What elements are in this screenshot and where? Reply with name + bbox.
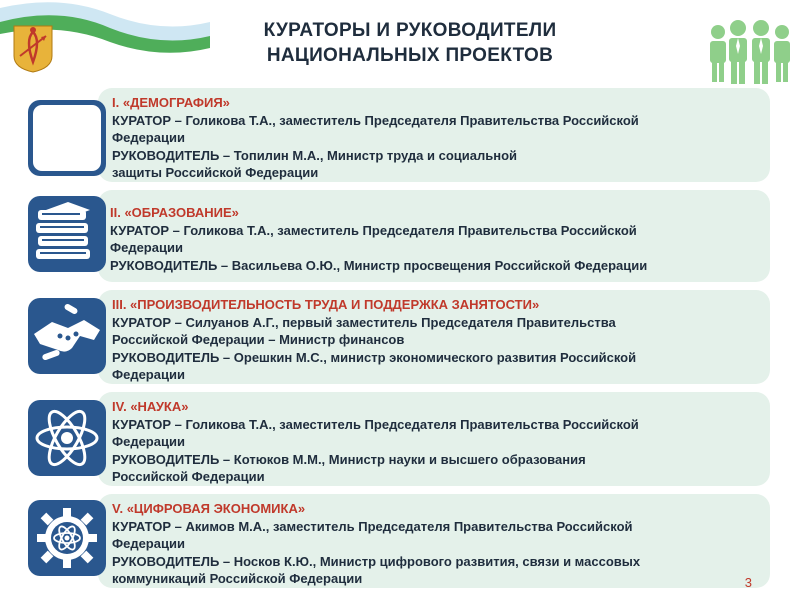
curator-line: КУРАТОР – Голикова Т.А., заместитель Председателя Правительства Российской — [112, 112, 639, 128]
handshake-icon — [28, 298, 106, 374]
leader-line-cont: коммуникаций Российской Федерации — [112, 571, 363, 586]
leader-line: РУКОВОДИТЕЛЬ – Носков К.Ю., Министр цифрового развития, связи и массовых — [112, 553, 641, 569]
books-icon — [28, 196, 106, 272]
curator-line-cont: Российской Федерации – Министр финансов — [112, 332, 405, 347]
project-card-education — [98, 190, 770, 282]
people-group-icon — [705, 14, 795, 88]
curator-line: КУРАТОР – Акимов М.А., заместитель Председателя Правительства Российской — [112, 518, 633, 534]
project-title: V. «ЦИФРОВАЯ ЭКОНОМИКА» — [112, 501, 306, 516]
project-card-labor — [98, 290, 770, 384]
curator-line-cont: Федерации — [112, 434, 185, 449]
leader-line: РУКОВОДИТЕЛЬ – Орешкин М.С., министр экономического развития Российской — [112, 349, 637, 365]
project-title: III. «ПРОИЗВОДИТЕЛЬНОСТЬ ТРУДА И ПОДДЕРЖКА ЗАНЯТОСТИ» — [112, 297, 540, 312]
leader-line: РУКОВОДИТЕЛЬ – Васильева О.Ю., Министр просвещения Российской Федерации — [110, 257, 648, 273]
project-card-demography — [98, 88, 770, 182]
title-line-1: КУРАТОРЫ И РУКОВОДИТЕЛИ — [263, 20, 557, 41]
gear-atom-icon — [28, 500, 106, 576]
curator-line-cont: Федерации — [112, 130, 185, 145]
project-title: IV. «НАУКА» — [112, 399, 189, 414]
title-line-2: НАЦИОНАЛЬНЫХ ПРОЕКТОВ — [266, 45, 554, 66]
leader-line: РУКОВОДИТЕЛЬ – Топилин М.А., Министр труда и социальной — [112, 147, 518, 163]
project-card-science — [98, 392, 770, 486]
curator-line: КУРАТОР – Силуанов А.Г., первый заместитель Председателя Правительства — [112, 314, 616, 330]
leader-line-cont: Федерации — [112, 367, 185, 382]
leader-line-cont: защиты Российской Федерации — [112, 165, 319, 180]
curator-line-cont: Федерации — [110, 240, 183, 255]
page-number: 3 — [744, 575, 752, 590]
project-card-digital — [98, 494, 770, 588]
curator-line-cont: Федерации — [112, 536, 185, 551]
leader-line-cont: Российской Федерации — [112, 469, 265, 484]
project-title: II. «ОБРАЗОВАНИЕ» — [110, 205, 239, 220]
kirov-region-coat-of-arms-icon — [12, 22, 54, 74]
curator-line: КУРАТОР – Голикова Т.А., заместитель Председателя Правительства Российской — [110, 222, 637, 238]
page-title — [230, 18, 590, 68]
demography-icon — [28, 100, 106, 176]
project-title: I. «ДЕМОГРАФИЯ» — [112, 95, 230, 110]
atom-icon — [28, 400, 106, 476]
curator-line: КУРАТОР – Голикова Т.А., заместитель Председателя Правительства Российской — [112, 416, 639, 432]
leader-line: РУКОВОДИТЕЛЬ – Котюков М.М., Министр науки и высшего образования — [112, 451, 586, 467]
